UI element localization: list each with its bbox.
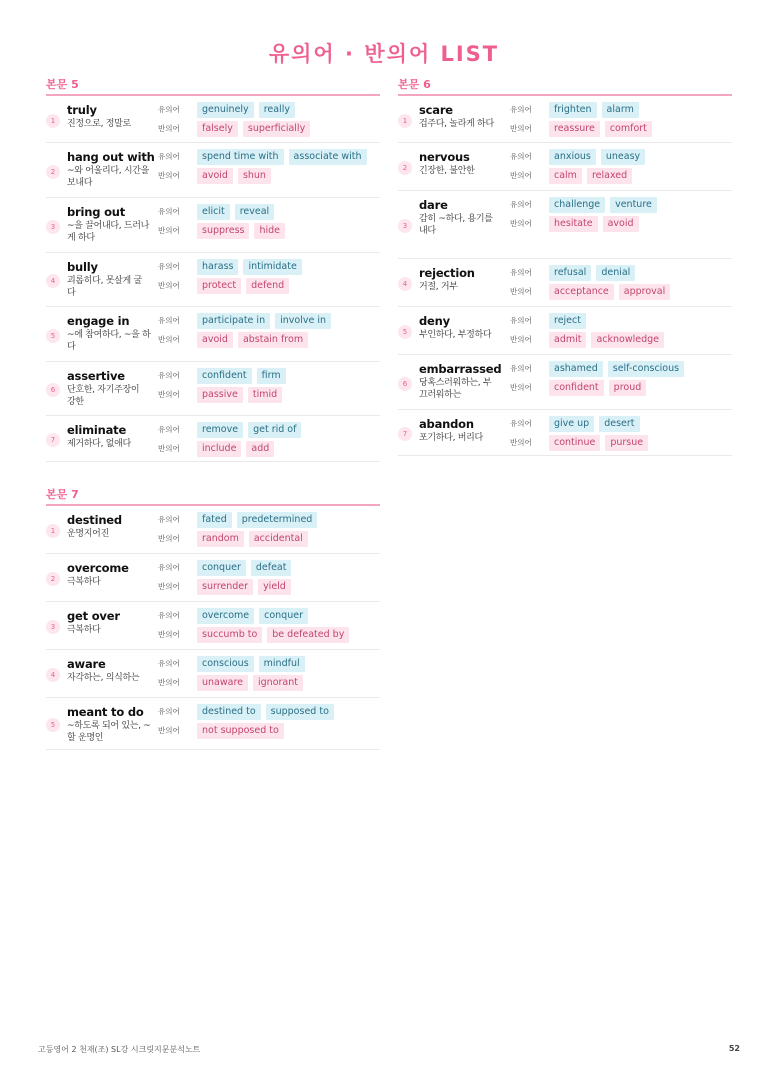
entry-number-badge: 4 [398,277,412,291]
entry-meaning [419,281,509,293]
antonym-tag: passive [197,387,243,403]
synonym-tag: spend time with [197,149,284,165]
antonym-tag: include [197,441,241,457]
entry-number-badge: 2 [46,572,60,586]
vocab-entry [46,143,380,198]
antonym-tag: abstain from [238,332,308,348]
antonym-label: 반의어 [158,726,180,735]
antonym-label: 반의어 [158,678,180,687]
synonym-label: 유의어 [510,268,532,277]
entry-number-badge: 3 [46,220,60,234]
synonym-tag: really [259,102,295,118]
antonym-row [158,222,290,239]
meaning-line: 강한 [67,397,84,407]
entry-head [67,423,157,450]
antonym-tag: add [246,441,274,457]
antonym-tag: avoid [603,216,639,232]
entry-head [419,314,509,341]
synonym-tag: firm [257,368,286,384]
entry-head [419,417,509,444]
vocab-entry [46,416,380,462]
antonym-row [158,331,313,348]
synonym-row [158,421,306,438]
antonym-tag: random [197,531,244,547]
entry-meaning [67,672,157,684]
entry-head [67,205,157,244]
antonym-row [510,331,669,348]
synonym-tag: give up [549,416,594,432]
antonym-tag: proud [609,380,647,396]
antonym-tag: falsely [197,121,238,137]
entry-head [67,103,157,130]
synonym-tag: elicit [197,204,230,220]
vocab-entry [398,307,732,355]
entry-head [67,260,157,299]
antonym-tag: pursue [605,435,648,451]
vocab-entry [46,307,380,362]
meaning-line: 할 운명인 [67,733,104,743]
synonym-row [510,101,644,118]
synonym-label: 유의어 [158,371,180,380]
entry-head [67,150,157,189]
entry-word: bully [67,260,98,274]
entry-meaning [67,165,157,189]
antonym-tag: reassure [549,121,600,137]
synonym-label: 유의어 [158,105,180,114]
synonym-row [510,196,662,213]
synonym-tag: conquer [197,560,246,576]
entry-word: dare [419,198,448,212]
meaning-line: 자각하는, 의식하는 [67,673,140,683]
vocab-entry [46,554,380,602]
entry-number-badge: 6 [46,383,60,397]
section-title: 본문 7 [46,488,380,506]
entry-head [67,561,157,588]
synonym-tag: genuinely [197,102,254,118]
synonym-tag: reject [549,313,586,329]
meaning-line: 다 [67,342,76,352]
section-title: 본문 6 [398,78,732,96]
entry-word: overcome [67,561,129,575]
antonym-tag: defend [246,278,289,294]
entry-number-badge: 4 [46,668,60,682]
entry-head [419,198,509,237]
synonym-row [158,203,279,220]
meaning-line: 거절, 거부 [419,282,458,292]
synonym-label: 유의어 [158,515,180,524]
synonym-tag: anxious [549,149,596,165]
entry-head [419,266,509,293]
antonym-tag: comfort [605,121,652,137]
synonym-label: 유의어 [158,152,180,161]
vocab-entry [46,96,380,143]
entry-word: rejection [419,266,475,280]
antonym-tag: timid [248,387,282,403]
entry-number-badge: 2 [46,165,60,179]
vocab-entry [398,410,732,456]
entry-number-badge: 3 [398,219,412,233]
synonym-label: 유의어 [510,364,532,373]
synonym-row [158,148,372,165]
entry-meaning [67,275,157,299]
meaning-line: 다 [67,288,76,298]
synonym-label: 유의어 [158,262,180,271]
synonym-tag: destined to [197,704,261,720]
antonym-row [158,277,294,294]
meaning-line: ~을 끌어내다, 드러나 [67,221,150,231]
entry-number-badge: 2 [398,161,412,175]
antonym-tag: confident [549,380,604,396]
antonym-label: 반의어 [510,383,532,392]
entry-head [67,513,157,540]
entry-number-badge: 5 [398,325,412,339]
antonym-row [158,120,315,137]
synonym-row [158,312,336,329]
entry-number-badge: 6 [398,377,412,391]
antonym-tag: yield [258,579,291,595]
section-title: 본문 5 [46,78,380,96]
entry-head [67,609,157,636]
antonym-label: 반의어 [510,438,532,447]
entry-word: embarrassed [419,362,502,376]
synonym-label: 유의어 [158,611,180,620]
meaning-line: 극복하다 [67,625,101,635]
antonym-tag: ignorant [253,675,303,691]
meaning-line: 당혹스러워하는, 부 [419,378,492,388]
meaning-line: 게 하다 [67,233,95,243]
entry-meaning [67,118,157,130]
synonym-tag: refusal [549,265,591,281]
antonym-tag: be defeated by [267,627,349,643]
antonym-tag: succumb to [197,627,262,643]
antonym-tag: relaxed [587,168,632,184]
synonym-label: 유의어 [510,152,532,161]
antonym-label: 반의어 [510,335,532,344]
entry-head [419,103,509,130]
entry-word: nervous [419,150,470,164]
entry-word: deny [419,314,450,328]
synonym-tag: desert [599,416,639,432]
antonym-label: 반의어 [158,630,180,639]
meaning-line: 끄러워하는 [419,390,461,400]
antonym-tag: superficially [243,121,310,137]
synonym-tag: ashamed [549,361,603,377]
antonym-tag: hide [254,223,285,239]
synonym-tag: challenge [549,197,605,213]
antonym-row [158,530,313,547]
meaning-line: 부인하다, 부정하다 [419,330,492,340]
synonym-label: 유의어 [158,316,180,325]
meaning-line: 진정으로, 정말로 [67,119,131,129]
meaning-line: 감히 ~하다, 용기를 [419,214,493,224]
vocab-entry [398,259,732,307]
entry-meaning [67,220,157,244]
synonym-tag: intimidate [243,259,301,275]
synonym-tag: conquer [259,608,308,624]
meaning-line: 내다 [419,226,436,236]
meaning-line: 극복하다 [67,577,101,587]
meaning-line: 단호한, 자기주장이 [67,385,140,395]
vocab-entry [46,698,380,750]
antonym-row [158,674,308,691]
synonym-row [158,703,339,720]
synonym-row [158,607,313,624]
synonym-row [510,415,645,432]
synonym-tag: fated [197,512,232,528]
entry-meaning [67,329,157,353]
entry-meaning [419,118,509,130]
antonym-tag: shun [238,168,271,184]
synonym-row [158,655,310,672]
antonym-row [510,379,651,396]
entry-word: truly [67,103,97,117]
antonym-tag: accidental [249,531,308,547]
antonym-label: 반의어 [158,171,180,180]
entry-word: scare [419,103,453,117]
antonym-tag: surrender [197,579,253,595]
entry-word: aware [67,657,106,671]
entry-number-badge: 5 [46,329,60,343]
antonym-tag: suppress [197,223,249,239]
synonym-label: 유의어 [158,425,180,434]
meaning-line: ~와 어울리다, 시간을 [67,166,150,176]
entry-word: hang out with [67,150,155,164]
antonym-label: 반의어 [510,171,532,180]
antonym-label: 반의어 [158,226,180,235]
vocab-entry [46,198,380,253]
entry-number-badge: 3 [46,620,60,634]
synonym-label: 유의어 [510,419,532,428]
antonym-label: 반의어 [510,219,532,228]
synonym-row [158,367,291,384]
antonym-tag: protect [197,278,241,294]
vocab-entry [46,253,380,307]
entry-meaning [67,438,157,450]
antonym-row [510,434,653,451]
synonym-tag: conscious [197,656,254,672]
synonym-row [158,559,296,576]
synonym-tag: frighten [549,102,597,118]
vocab-entry [398,96,732,143]
entry-meaning [419,329,509,341]
entry-number-badge: 7 [46,433,60,447]
entry-number-badge: 1 [46,524,60,538]
synonym-tag: supposed to [266,704,334,720]
antonym-label: 반의어 [158,534,180,543]
synonym-label: 유의어 [510,316,532,325]
synonym-tag: defeat [251,560,292,576]
entry-word: engage in [67,314,130,328]
entry-number-badge: 7 [398,427,412,441]
vocab-entry [398,191,732,259]
entry-number-badge: 1 [46,114,60,128]
entry-meaning [67,576,157,588]
synonym-label: 유의어 [158,563,180,572]
antonym-tag: acknowledge [591,332,664,348]
antonym-tag: calm [549,168,582,184]
vocab-entry [46,602,380,650]
footer-book-title: 고등영어 2 천재(조) SL강 시크릿지문분석노트 [38,1045,201,1054]
antonym-tag: not supposed to [197,723,284,739]
antonym-tag: approval [619,284,670,300]
synonym-row [510,264,640,281]
synonym-row [510,312,591,329]
synonym-tag: remove [197,422,243,438]
entry-number-badge: 5 [46,718,60,732]
antonym-row [158,386,287,403]
synonym-tag: overcome [197,608,254,624]
entry-meaning [67,720,157,744]
synonym-tag: mindful [259,656,305,672]
meaning-line: ~에 참여하다, ~을 하 [67,330,151,340]
vocab-entry [46,362,380,416]
entry-word: assertive [67,369,125,383]
antonym-row [510,120,657,137]
synonym-label: 유의어 [158,207,180,216]
antonym-row [158,722,289,739]
section-passage-7 [46,488,380,750]
synonym-tag: denial [596,265,635,281]
synonym-tag: involve in [275,313,331,329]
antonym-tag: continue [549,435,600,451]
antonym-tag: admit [549,332,586,348]
entry-meaning [419,213,509,237]
meaning-line: ~하도록 되어 있는, ~ [67,721,151,731]
entry-head [67,314,157,353]
antonym-row [510,167,637,184]
entry-word: meant to do [67,705,144,719]
entry-meaning [419,165,509,177]
page-number: 52 [728,1044,740,1053]
synonym-tag: participate in [197,313,270,329]
antonym-tag: avoid [197,168,233,184]
entry-number-badge: 1 [398,114,412,128]
entry-word: get over [67,609,120,623]
synonym-tag: associate with [289,149,367,165]
synonym-tag: alarm [602,102,639,118]
antonym-row [158,440,279,457]
antonym-label: 반의어 [158,281,180,290]
synonym-tag: self-conscious [608,361,684,377]
meaning-line: 겁주다, 놀라게 하다 [419,119,494,129]
antonym-row [158,167,276,184]
entry-head [67,369,157,408]
entry-head [67,657,157,684]
synonym-label: 유의어 [158,707,180,716]
synonym-tag: venture [610,197,657,213]
synonym-label: 유의어 [510,200,532,209]
antonym-row [510,215,644,232]
vocab-entry [46,650,380,698]
antonym-label: 반의어 [158,444,180,453]
antonym-label: 반의어 [158,124,180,133]
synonym-label: 유의어 [158,659,180,668]
meaning-line: 포기하다, 버리다 [419,433,483,443]
antonym-label: 반의어 [510,287,532,296]
vocab-entry [398,355,732,410]
antonym-tag: acceptance [549,284,614,300]
meaning-line: 긴장한, 불안한 [419,166,475,176]
meaning-line: 제거하다, 없애다 [67,439,131,449]
entry-head [67,705,157,744]
synonym-row [158,511,322,528]
antonym-tag: avoid [197,332,233,348]
section-passage-6 [398,78,732,456]
entry-meaning [67,384,157,408]
antonym-label: 반의어 [158,582,180,591]
antonym-label: 반의어 [158,390,180,399]
synonym-row [158,101,300,118]
page-title: 유의어 · 반의어 LIST [268,42,500,66]
antonym-row [158,626,354,643]
entry-meaning [419,432,509,444]
synonym-tag: reveal [235,204,274,220]
entry-meaning [67,624,157,636]
entry-head [419,150,509,177]
antonym-label: 반의어 [158,335,180,344]
synonym-tag: harass [197,259,238,275]
section-passage-5 [46,78,380,462]
vocab-entry [398,143,732,191]
entry-word: destined [67,513,122,527]
entry-head [419,362,509,401]
antonym-tag: unaware [197,675,248,691]
entry-number-badge: 4 [46,274,60,288]
synonym-tag: predetermined [237,512,318,528]
entry-word: eliminate [67,423,127,437]
synonym-row [158,258,307,275]
entry-meaning [419,377,509,401]
antonym-label: 반의어 [510,124,532,133]
synonym-row [510,148,650,165]
synonym-label: 유의어 [510,105,532,114]
antonym-row [158,578,296,595]
entry-word: bring out [67,205,126,219]
entry-word: abandon [419,417,474,431]
antonym-tag: hesitate [549,216,598,232]
synonym-tag: get rid of [248,422,301,438]
meaning-line: 운명지어진 [67,529,109,539]
meaning-line: 괴롭히다, 못살게 굴 [67,276,142,286]
entry-meaning [67,528,157,540]
meaning-line: 보내다 [67,178,93,188]
synonym-tag: confident [197,368,252,384]
synonym-row [510,360,689,377]
antonym-row [510,283,675,300]
synonym-tag: uneasy [601,149,645,165]
vocab-entry [46,506,380,554]
